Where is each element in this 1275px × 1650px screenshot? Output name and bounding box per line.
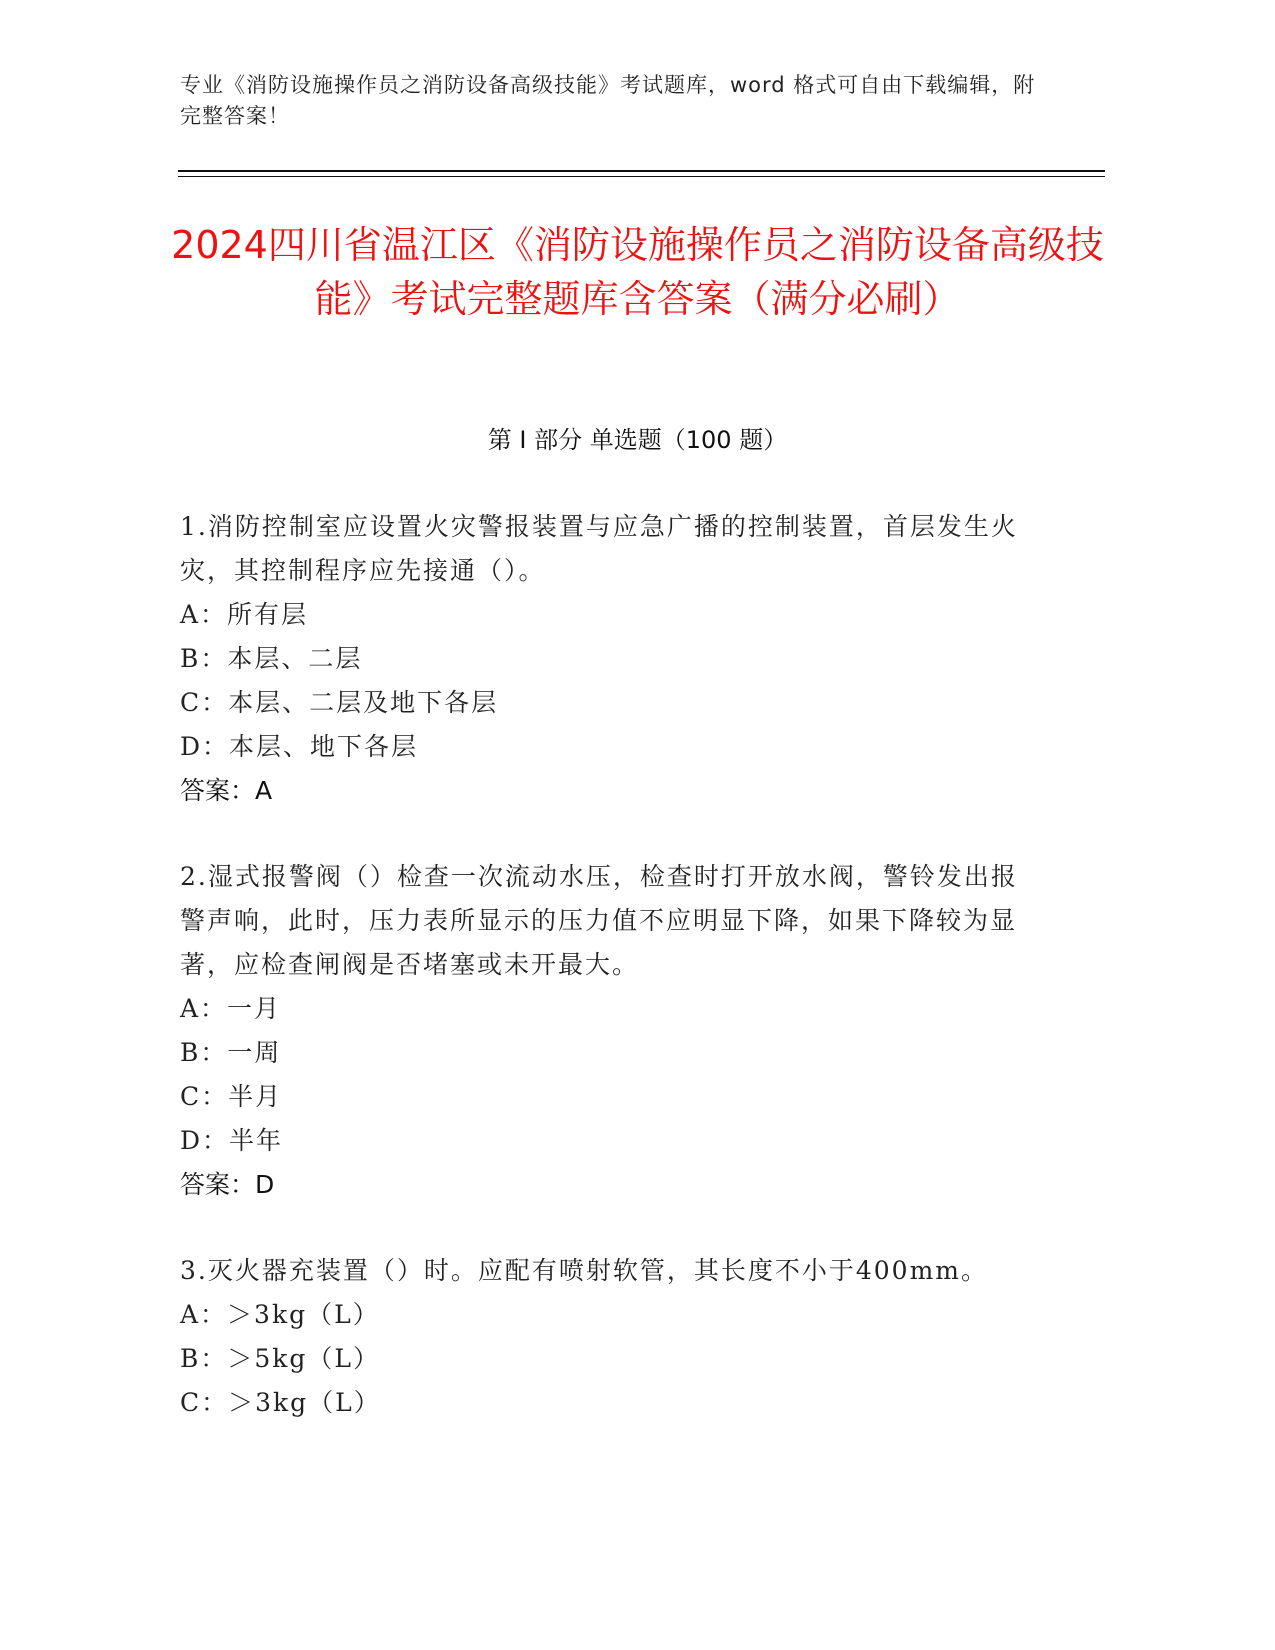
option-c: C：半月 [180, 1082, 283, 1111]
header-divider [178, 170, 1105, 172]
section-title: 第 I 部分 单选题（100 题） [487, 426, 788, 454]
question-2 [180, 855, 1030, 1207]
option-a: A：所有层 [180, 600, 309, 629]
header-divider-thin [178, 176, 1105, 177]
option-a: A：＞3kg（L） [180, 1300, 380, 1329]
answer-line: 答案：A [180, 776, 273, 805]
option-c: C：＞3kg（L） [180, 1388, 381, 1417]
option-c: C：本层、二层及地下各层 [180, 688, 499, 717]
question-1 [180, 505, 1030, 813]
option-b: B：＞5kg（L） [180, 1344, 381, 1373]
option-a: A：一月 [180, 994, 282, 1023]
question-stem: 3.灭火器充装置（）时。应配有喷射软管，其长度不小于400mm。 [180, 1256, 988, 1285]
question-stem: 1.消防控制室应设置火灾警报装置与应急广播的控制装置，首层发生火灾，其控制程序应先接通（）。 [180, 512, 1018, 585]
option-b: B：本层、二层 [180, 644, 363, 673]
question-list [180, 505, 1030, 1467]
header-note: 专业《消防设施操作员之消防设备高级技能》考试题库，word 格式可自由下载编辑，附完整答案！ [180, 73, 1036, 128]
question-3 [180, 1249, 1030, 1425]
option-d: D：半年 [180, 1126, 284, 1155]
option-b: B：一周 [180, 1038, 282, 1067]
question-stem: 2.湿式报警阀（）检查一次流动水压，检查时打开放水阀，警铃发出报警声响，此时，压力表所显示的压力值不应明显下降，如果下降较为显著，应检查闸阀是否堵塞或未开最大。 [180, 862, 1018, 979]
document-title: 2024四川省温江区《消防设施操作员之消防设备高级技能》考试完整题库含答案（满分必刷） [171, 223, 1104, 321]
option-d: D：本层、地下各层 [180, 732, 419, 761]
answer-line: 答案：D [180, 1170, 275, 1199]
